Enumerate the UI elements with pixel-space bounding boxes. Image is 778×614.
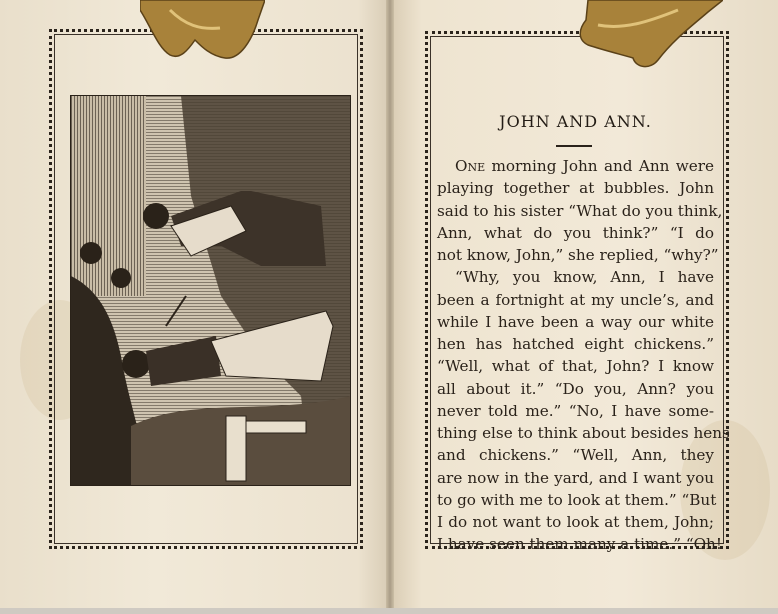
text-line: One morning John and Ann were (455, 157, 714, 175)
text-line: I do not want to look at them, John; (437, 513, 714, 531)
text-line: hen has hatched eight chickens.” (437, 335, 714, 353)
bubble (111, 268, 131, 288)
text-line: Ann, what do you think?” “I do (437, 223, 714, 242)
text-line: are now in the yard, and I want you (437, 468, 714, 487)
text-line: been a fortnight at my uncle’s, and (437, 290, 714, 309)
woodcut-illustration (70, 95, 351, 486)
text-line: never told me.” “No, I have some- (437, 401, 714, 420)
text-line: not know, John,” she replied, “why?” (437, 246, 719, 264)
sky-shading (71, 96, 146, 296)
book-gutter (386, 0, 394, 608)
text-line: thing else to think about besides hens (437, 424, 730, 442)
fence-rail (246, 421, 306, 433)
gate-post (226, 416, 246, 481)
text-line: “Why, you know, Ann, I have (455, 268, 714, 287)
story-text (437, 155, 730, 556)
text-line: “Well, what of that, John? I know (437, 357, 714, 376)
ann-head (143, 203, 169, 229)
chapter-title: JOHN AND ANN. (499, 112, 652, 131)
brass-hand-clip-left (140, 0, 265, 65)
text-line: while I have been a way our white (437, 312, 714, 331)
brass-hand-clip-right (578, 0, 723, 70)
drop-word: One (455, 157, 486, 175)
text-line: all about it.” “Do you, Ann? you (437, 379, 714, 398)
text-line: I have seen them many a time.” “Oh! (437, 535, 722, 554)
john-head (122, 350, 150, 378)
text-line: and chickens.” “Well, Ann, they (437, 446, 714, 465)
text-line: playing together at bubbles. John (437, 179, 714, 198)
bubble (80, 242, 102, 264)
text-line: said to his sister “What do you think, (437, 201, 723, 220)
title-rule (556, 145, 592, 147)
text-line: to go with me to look at them.” “But (437, 490, 717, 509)
